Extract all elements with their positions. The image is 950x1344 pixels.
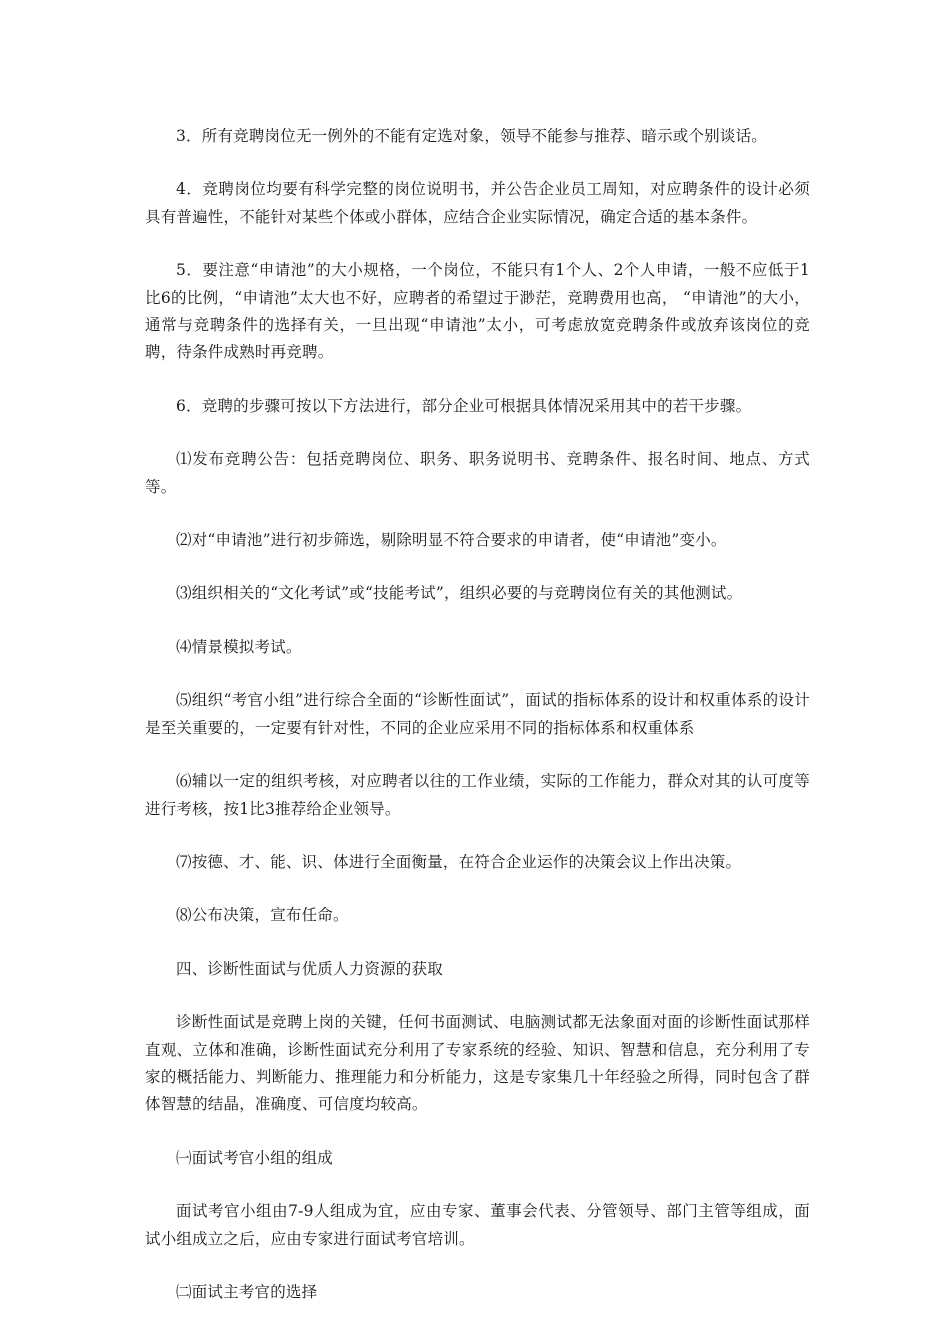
paragraph-step-1: ⑴发布竞聘公告：包括竞聘岗位、职务、职务说明书、竞聘条件、报名时间、地点、方式等。 xyxy=(145,450,810,496)
paragraph-step-4: ⑷情景模拟考试。 xyxy=(176,637,302,656)
subsection-heading-2: ㈡面试主考官的选择 xyxy=(176,1282,318,1301)
paragraph-step-3: ⑶组织相关的“文化考试”或“技能考试”，组织必要的与竞聘岗位有关的其他测试。 xyxy=(176,584,743,603)
paragraph-rule-6: 6．竞聘的步骤可按以下方法进行，部分企业可根据具体情况采用其中的若干步骤。 xyxy=(176,396,752,415)
paragraph-rule-5: 5．要注意“申请池”的大小规格，一个岗位，不能只有1个人、2个人申请，一般不应低于1比6的比例，“申请池”太大也不好，应聘者的希望过于渺茫，竞聘费用也高， “申请池”的大小，通常与竞聘条件的选择有关，一旦出现“申请池”太小，可考虑放宽竞聘条件或放弃该岗位的竞聘，待条件成熟时再竞聘。 xyxy=(145,261,810,362)
paragraph-rule-4: 4．竞聘岗位均要有科学完整的岗位说明书，并公告企业员工周知，对应聘条件的设计必须具有普遍性，不能针对某些个体或小群体，应结合企业实际情况，确定合适的基本条件。 xyxy=(145,180,810,226)
document-body xyxy=(145,123,810,1332)
paragraph-panel-composition: 面试考官小组由7-9人组成为宜，应由专家、董事会代表、分管领导、部门主管等组成，面试小组成立之后，应由专家进行面试考官培训。 xyxy=(145,1202,810,1248)
paragraph-step-6: ⑹辅以一定的组织考核，对应聘者以往的工作业绩，实际的工作能力，群众对其的认可度等进行考核，按1比3推荐给企业领导。 xyxy=(145,772,810,818)
paragraph-diagnostic-interview: 诊断性面试是竞聘上岗的关键，任何书面测试、电脑测试都无法象面对面的诊断性面试那样直观、立体和准确，诊断性面试充分利用了专家系统的经验、知识、智慧和信息，充分利用了专家的概括能力、判断能力、推理能力和分析能力，这是专家集几十年经验之所得，同时包含了群体智慧的结晶，准确度、可信度均较高。 xyxy=(145,1013,810,1114)
paragraph-rule-3: 3．所有竞聘岗位无一例外的不能有定选对象，领导不能参与推荐、暗示或个别谈话。 xyxy=(176,127,767,145)
paragraph-step-5: ⑸组织“考官小组”进行综合全面的“诊断性面试”，面试的指标体系的设计和权重体系的设计是至关重要的，一定要有针对性，不同的企业应采用不同的指标体系和权重体系 xyxy=(145,691,810,737)
paragraph-step-2: ⑵对“申请池”进行初步筛选，剔除明显不符合要求的申请者，使“申请池”变小。 xyxy=(176,531,727,550)
paragraph-step-8: ⑻公布决策，宣布任命。 xyxy=(176,906,349,925)
subsection-heading-1: ㈠面试考官小组的组成 xyxy=(176,1148,334,1167)
section-heading-4: 四、诊断性面试与优质人力资源的获取 xyxy=(176,959,443,978)
paragraph-step-7: ⑺按德、才、能、识、体进行全面衡量，在符合企业运作的决策会议上作出决策。 xyxy=(176,852,742,871)
